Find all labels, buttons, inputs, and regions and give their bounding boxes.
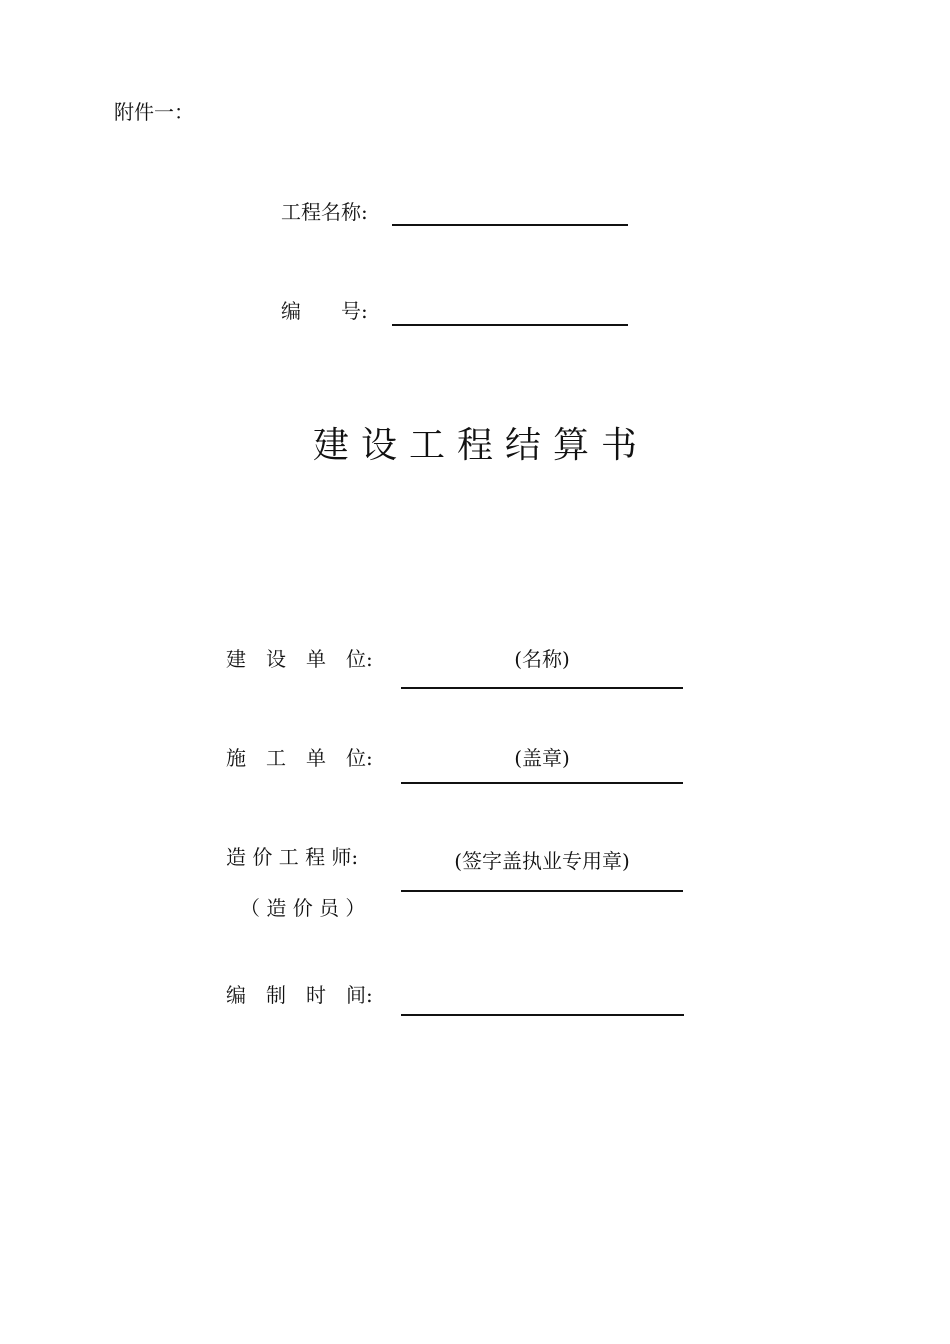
contractor-hint: (盖章) [514, 746, 570, 770]
contractor-line[interactable] [401, 782, 683, 784]
project-number-line[interactable] [392, 324, 628, 326]
project-number-label: 编 号: [281, 299, 368, 323]
project-name-line[interactable] [392, 224, 628, 226]
contractor-label: 施 工 单 位: [226, 746, 373, 770]
date-label: 编 制 时 间: [226, 983, 373, 1007]
cost-engineer-line[interactable] [401, 890, 683, 892]
client-hint: (名称) [514, 647, 570, 671]
document-title: 建设工程结算书 [312, 425, 649, 466]
client-line[interactable] [401, 687, 683, 689]
date-line[interactable] [401, 1014, 684, 1016]
cost-engineer-sub-label: （ 造 价 员 ） [240, 896, 366, 920]
client-label: 建 设 单 位: [226, 647, 373, 671]
cost-engineer-label: 造 价 工 程 师: [226, 845, 359, 869]
project-name-label: 工程名称: [281, 200, 368, 224]
attachment-label: 附件一： [114, 100, 194, 124]
cost-engineer-hint: (签字盖执业专用章) [454, 849, 630, 873]
